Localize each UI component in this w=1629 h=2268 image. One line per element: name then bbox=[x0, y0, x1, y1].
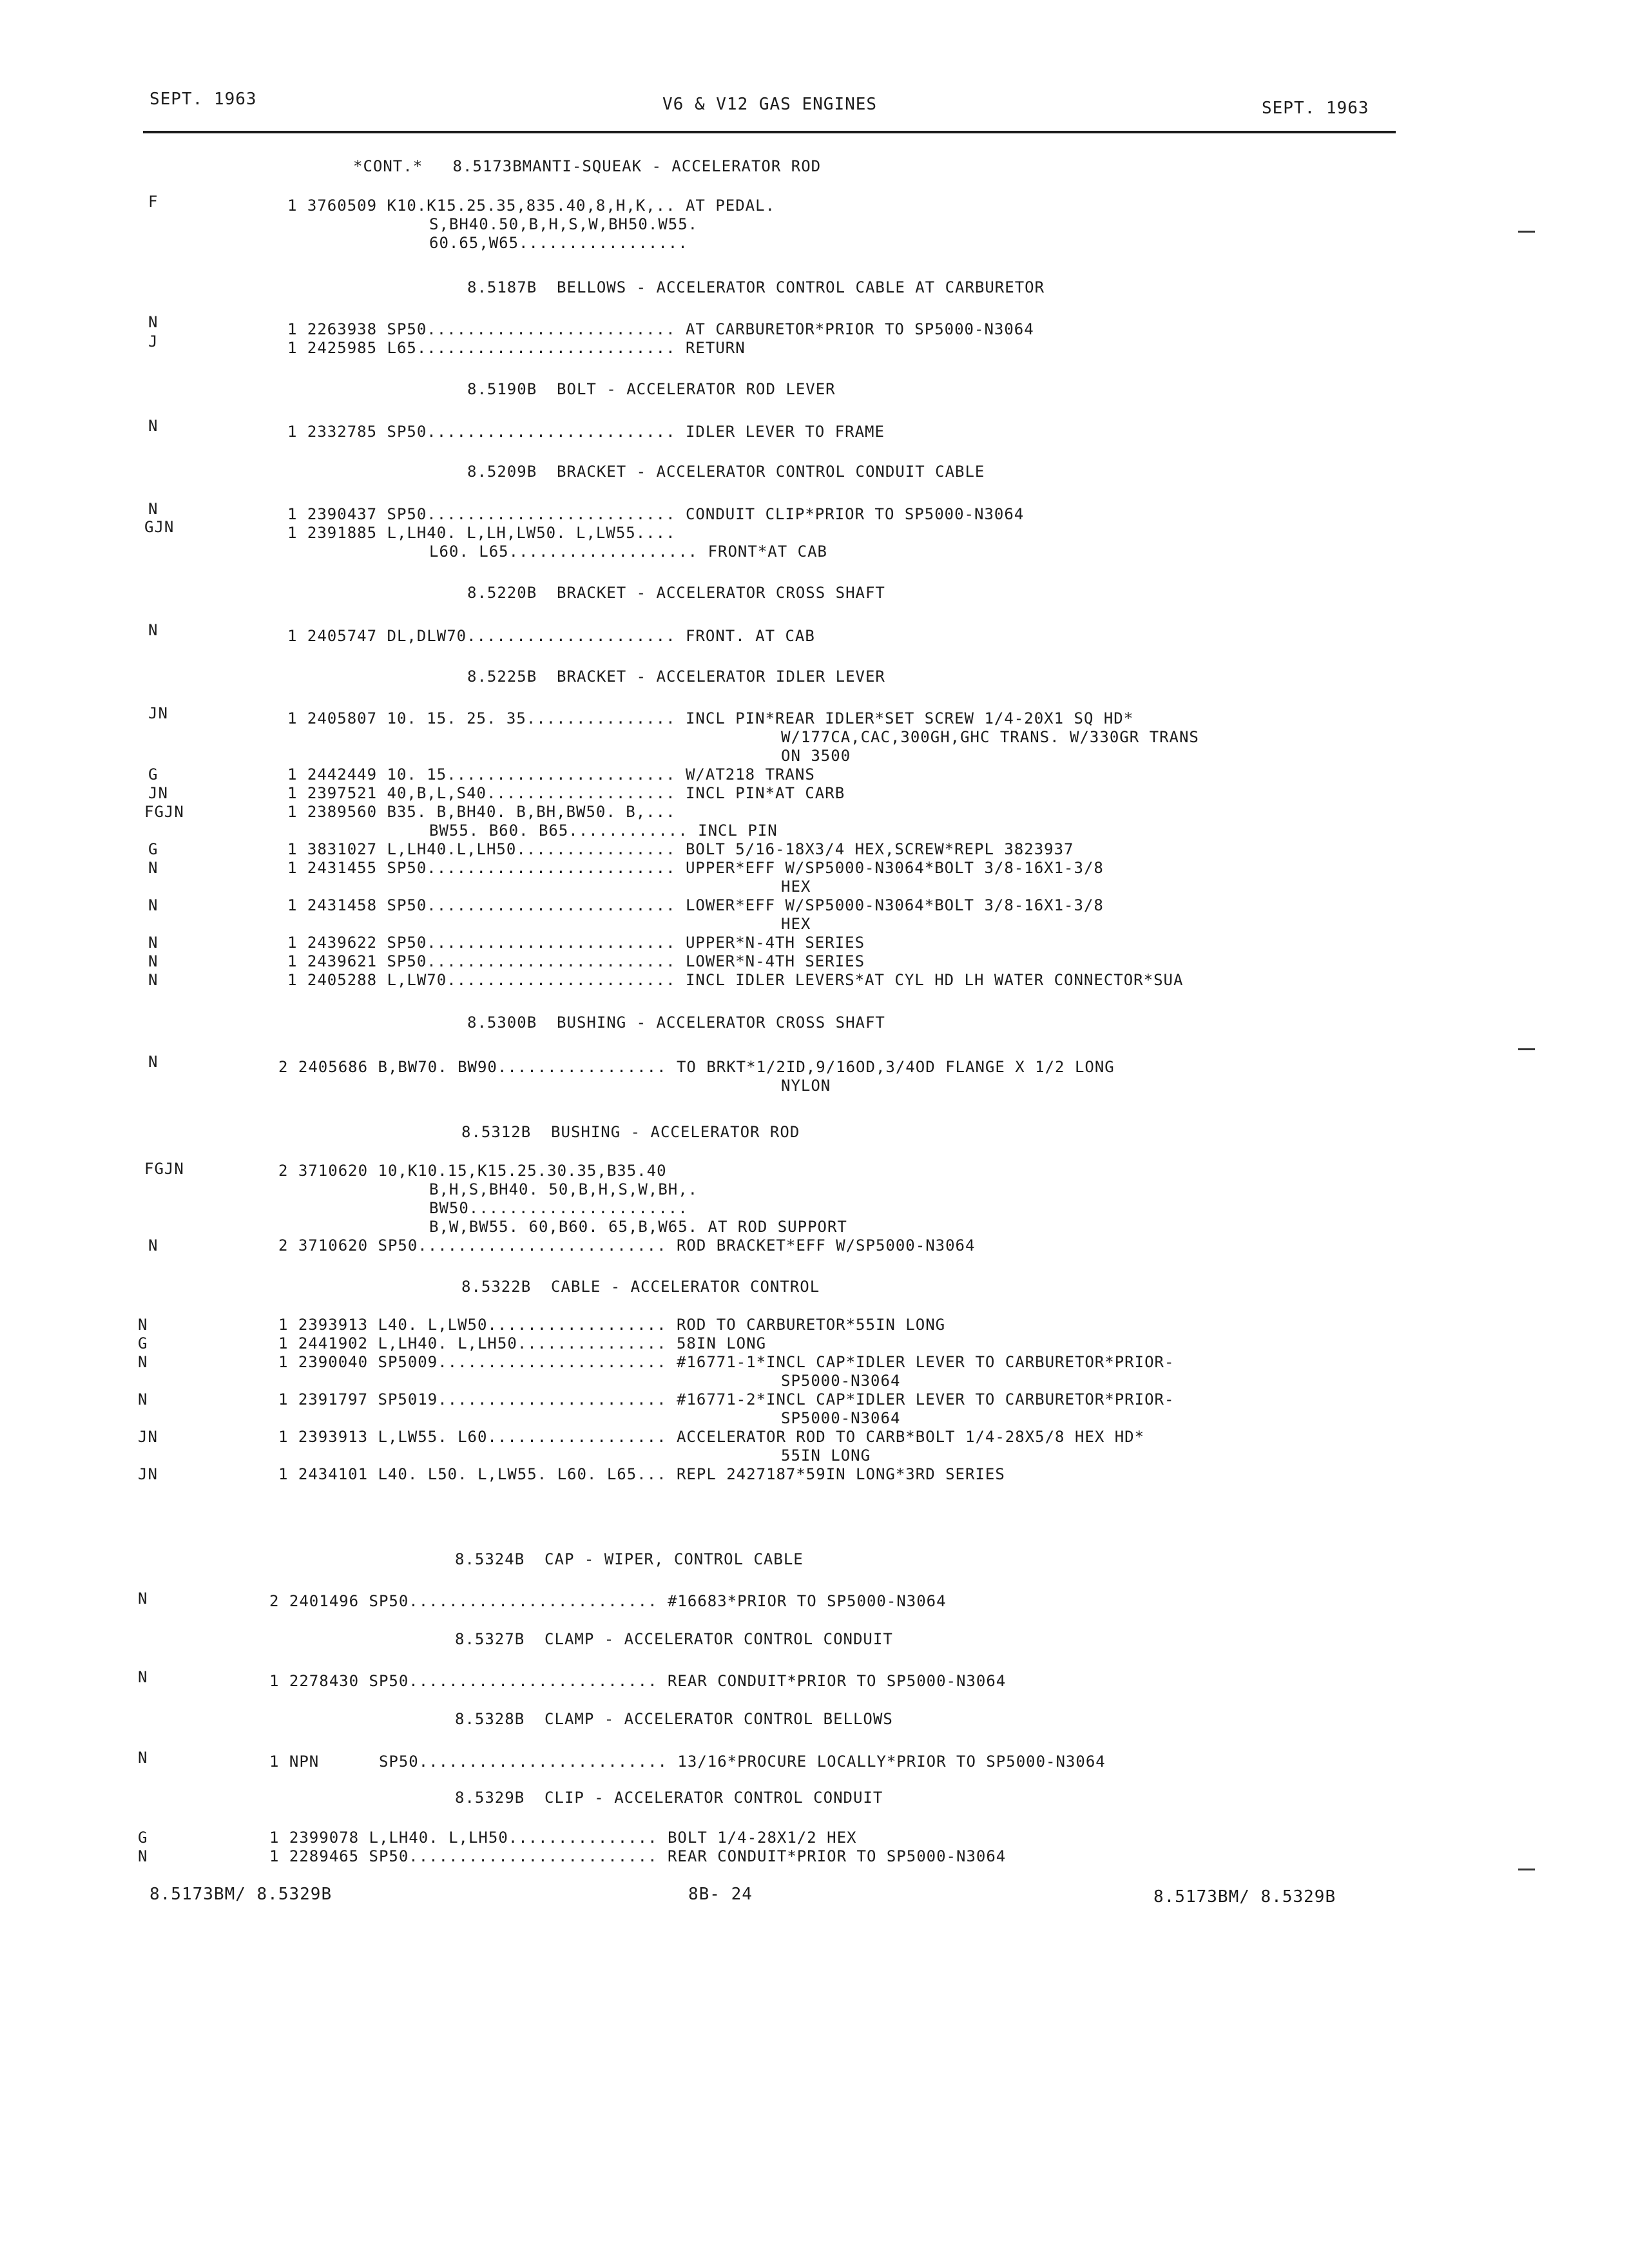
margin-tick-mark bbox=[1518, 1048, 1535, 1050]
header-title: V6 & V12 GAS ENGINES bbox=[662, 95, 878, 114]
text-line: 1 2393913 L,LW55. L60.................. ACCELERATOR ROD TO CARB*BOLT 1/4-28X5/8 HEX HD* bbox=[278, 1428, 1145, 1446]
text-line: SP5000-N3064 bbox=[781, 1372, 901, 1390]
text-line: 1 2439622 SP50......................... UPPER*N-4TH SERIES bbox=[287, 934, 865, 952]
text-line: NYLON bbox=[781, 1077, 831, 1095]
text-line: 1 2441902 L,LH40. L,LH50............... 58IN LONG bbox=[278, 1334, 767, 1352]
text-line: N bbox=[148, 859, 159, 877]
text-line: 1 2439621 SP50......................... LOWER*N-4TH SERIES bbox=[287, 952, 865, 970]
text-line: N bbox=[138, 1847, 148, 1865]
text-line: 1 2425985 L65.......................... RETURN bbox=[287, 339, 746, 357]
text-line: N bbox=[148, 621, 159, 639]
text-line: N bbox=[148, 417, 159, 435]
text-line: W/177CA,CAC,300GH,GHC TRANS. W/330GR TRANS bbox=[781, 728, 1199, 746]
text-line: SP5000-N3064 bbox=[781, 1409, 901, 1427]
text-line: 8.5324B CAP - WIPER, CONTROL CABLE bbox=[455, 1550, 804, 1568]
text-line: 8.5225B BRACKET - ACCELERATOR IDLER LEVER bbox=[467, 668, 885, 686]
text-line: BW50...................... bbox=[429, 1199, 688, 1217]
text-line: F bbox=[148, 193, 159, 211]
text-line: 1 2390437 SP50......................... CONDUIT CLIP*PRIOR TO SP5000-N3064 bbox=[287, 505, 1025, 523]
text-line: B,H,S,BH40. 50,B,H,S,W,BH,. bbox=[429, 1180, 699, 1198]
text-line: J bbox=[148, 332, 159, 351]
text-line: N bbox=[148, 896, 159, 914]
text-line: N bbox=[138, 1353, 148, 1371]
text-line: 1 2390040 SP5009....................... #16771-1*INCL CAP*IDLER LEVER TO CARBURETOR*PRIOR- bbox=[278, 1353, 1175, 1371]
footer-right-range: 8.5173BM/ 8.5329B bbox=[1153, 1887, 1336, 1907]
text-line: HEX bbox=[781, 878, 811, 896]
text-line: 55IN LONG bbox=[781, 1446, 871, 1465]
text-line: GJN bbox=[144, 518, 175, 536]
text-line: 8.5322B CABLE - ACCELERATOR CONTROL bbox=[461, 1278, 820, 1296]
text-line: 1 2393913 L40. L,LW50.................. ROD TO CARBURETOR*55IN LONG bbox=[278, 1316, 946, 1334]
text-line: N bbox=[138, 1590, 148, 1608]
text-line: N bbox=[148, 313, 159, 331]
text-line: 1 2332785 SP50......................... IDLER LEVER TO FRAME bbox=[287, 423, 885, 441]
text-line: 1 2405747 DL,DLW70..................... FRONT. AT CAB bbox=[287, 627, 815, 645]
text-line: G bbox=[148, 765, 159, 783]
text-line: 1 2278430 SP50......................... REAR CONDUIT*PRIOR TO SP5000-N3064 bbox=[269, 1672, 1007, 1690]
text-line: 1 2263938 SP50......................... AT CARBURETOR*PRIOR TO SP5000-N3064 bbox=[287, 320, 1034, 338]
text-line: N bbox=[138, 1749, 148, 1767]
text-line: 8.5220B BRACKET - ACCELERATOR CROSS SHAFT bbox=[467, 584, 885, 602]
text-line: 60.65,W65................. bbox=[429, 234, 688, 252]
text-line: HEX bbox=[781, 915, 811, 933]
text-line: 2 3710620 10,K10.15,K15.25.30.35,B35.40 bbox=[278, 1162, 667, 1180]
text-line: N bbox=[148, 952, 159, 970]
text-line: 1 2289465 SP50......................... REAR CONDUIT*PRIOR TO SP5000-N3064 bbox=[269, 1847, 1007, 1865]
text-line: BW55. B60. B65............ INCL PIN bbox=[429, 822, 778, 840]
text-line: FGJN bbox=[144, 1160, 184, 1178]
text-line: G bbox=[138, 1334, 148, 1352]
text-line: N bbox=[138, 1668, 148, 1686]
text-line: 1 2431458 SP50......................... LOWER*EFF W/SP5000-N3064*BOLT 3/8-16X1-3/8 bbox=[287, 896, 1104, 914]
text-line: N bbox=[148, 1236, 159, 1254]
text-line: S,BH40.50,B,H,S,W,BH50.W55. bbox=[429, 215, 699, 233]
text-line: 8.5312B BUSHING - ACCELERATOR ROD bbox=[461, 1123, 800, 1141]
text-line: 1 2391885 L,LH40. L,LH,LW50. L,LW55.... bbox=[287, 524, 676, 542]
text-line: 1 2389560 B35. B,BH40. B,BH,BW50. B,... bbox=[287, 803, 676, 821]
margin-tick-mark bbox=[1518, 1869, 1535, 1870]
text-line: B,W,BW55. 60,B60. 65,B,W65. AT ROD SUPPORT bbox=[429, 1218, 847, 1236]
text-line: 8.5327B CLAMP - ACCELERATOR CONTROL CONDUIT bbox=[455, 1630, 893, 1648]
footer-left-range: 8.5173BM/ 8.5329B bbox=[149, 1885, 333, 1904]
footer-page-number: 8B- 24 bbox=[688, 1885, 753, 1904]
margin-tick-mark bbox=[1518, 231, 1535, 233]
text-line: 8.5190B BOLT - ACCELERATOR ROD LEVER bbox=[467, 380, 836, 398]
text-line: G bbox=[148, 840, 159, 858]
header-left-date: SEPT. 1963 bbox=[149, 90, 257, 109]
text-line: 1 2442449 10. 15....................... W/AT218 TRANS bbox=[287, 765, 815, 783]
text-line: 2 3710620 SP50......................... ROD BRACKET*EFF W/SP5000-N3064 bbox=[278, 1236, 976, 1254]
text-line: 2 2401496 SP50......................... #16683*PRIOR TO SP5000-N3064 bbox=[269, 1592, 947, 1610]
text-line: JN bbox=[148, 784, 168, 802]
text-line: 1 2434101 L40. L50. L,LW55. L60. L65... REPL 2427187*59IN LONG*3RD SERIES bbox=[278, 1465, 1005, 1483]
text-line: 1 NPN SP50......................... 13/16*PROCURE LOCALLY*PRIOR TO SP5000-N3064 bbox=[269, 1753, 1106, 1771]
text-line: N bbox=[148, 1053, 159, 1071]
header-right-date: SEPT. 1963 bbox=[1262, 99, 1369, 118]
text-line: 1 2397521 40,B,L,S40................... INCL PIN*AT CARB bbox=[287, 784, 845, 802]
text-line: 2 2405686 B,BW70. BW90................. TO BRKT*1/2ID,9/16OD,3/4OD FLANGE X 1/2 LONG bbox=[278, 1058, 1115, 1076]
text-line: 1 2405807 10. 15. 25. 35............... INCL PIN*REAR IDLER*SET SCREW 1/4-20X1 SQ HD* bbox=[287, 709, 1134, 727]
text-line: 8.5209B BRACKET - ACCELERATOR CONTROL CONDUIT CABLE bbox=[467, 463, 985, 481]
text-line: 1 2405288 L,LW70....................... INCL IDLER LEVERS*AT CYL HD LH WATER CONNECTOR*SUA bbox=[287, 971, 1184, 989]
text-line: 1 2399078 L,LH40. L,LH50............... BOLT 1/4-28X1/2 HEX bbox=[269, 1829, 857, 1847]
text-line: 1 2431455 SP50......................... UPPER*EFF W/SP5000-N3064*BOLT 3/8-16X1-3/8 bbox=[287, 859, 1104, 877]
text-line: L60. L65................... FRONT*AT CAB bbox=[429, 543, 827, 561]
text-line: 8.5328B CLAMP - ACCELERATOR CONTROL BELLOWS bbox=[455, 1710, 893, 1728]
text-line: *CONT.* 8.5173BMANTI-SQUEAK - ACCELERATOR ROD bbox=[353, 157, 822, 175]
text-line: N bbox=[148, 934, 159, 952]
text-line: N bbox=[148, 971, 159, 989]
text-line: N bbox=[148, 500, 159, 518]
header-rule bbox=[143, 131, 1396, 133]
text-line: 1 3760509 K10.K15.25.35,835.40,8,H,K,.. AT PEDAL. bbox=[287, 197, 776, 215]
text-line: 8.5187B BELLOWS - ACCELERATOR CONTROL CABLE AT CARBURETOR bbox=[467, 278, 1045, 296]
text-line: N bbox=[138, 1316, 148, 1334]
text-line: 1 3831027 L,LH40.L,LH50................ BOLT 5/16-18X3/4 HEX,SCREW*REPL 3823937 bbox=[287, 840, 1074, 858]
text-line: JN bbox=[138, 1465, 158, 1483]
text-line: 8.5300B BUSHING - ACCELERATOR CROSS SHAFT bbox=[467, 1014, 885, 1032]
text-line: G bbox=[138, 1829, 148, 1847]
text-line: JN bbox=[148, 704, 168, 722]
text-line: 8.5329B CLIP - ACCELERATOR CONTROL CONDUIT bbox=[455, 1789, 883, 1807]
text-line: FGJN bbox=[144, 803, 184, 821]
text-line: 1 2391797 SP5019....................... #16771-2*INCL CAP*IDLER LEVER TO CARBURETOR*PRIOR- bbox=[278, 1390, 1175, 1408]
text-line: JN bbox=[138, 1428, 158, 1446]
text-line: ON 3500 bbox=[781, 747, 851, 765]
text-line: N bbox=[138, 1390, 148, 1408]
